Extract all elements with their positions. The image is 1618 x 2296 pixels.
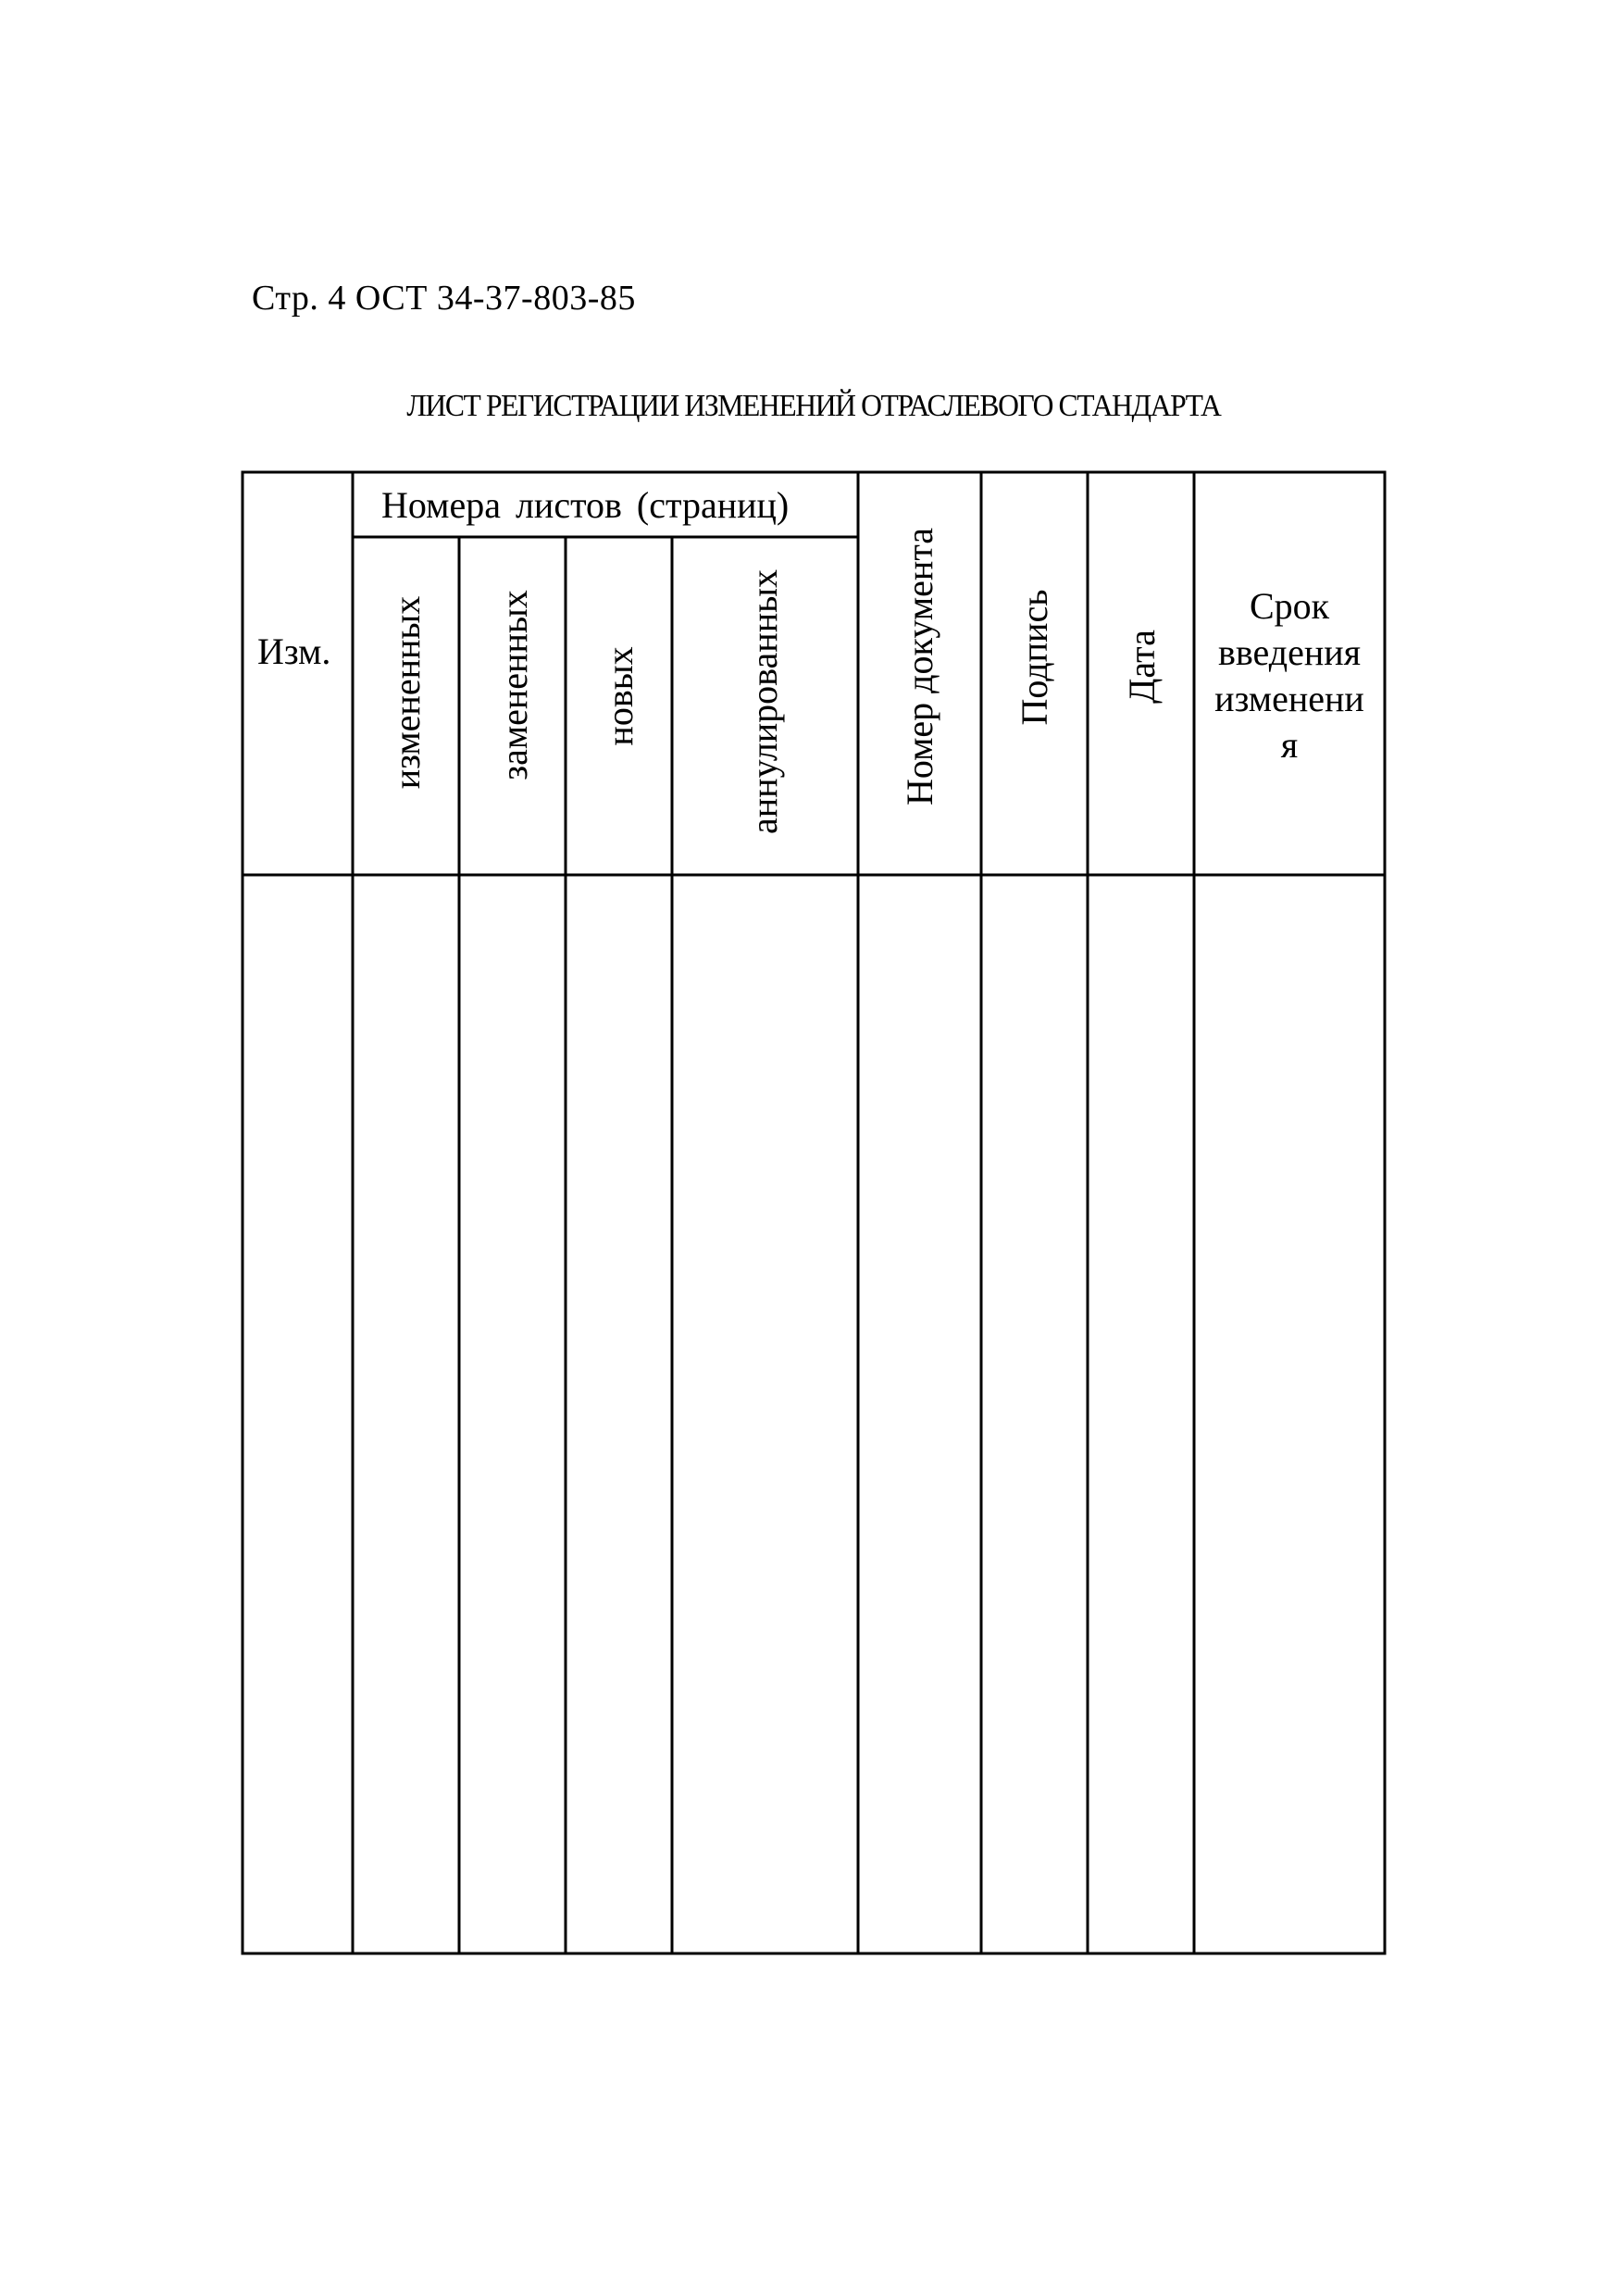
header-srok-line-2: введения [1217, 631, 1362, 673]
header-podpis: Подпись [1014, 589, 1055, 726]
header-srok-line-3: изменени [1214, 678, 1364, 719]
header-novyh: новых [599, 646, 641, 746]
header-srok-line-1: Срок [1249, 585, 1330, 627]
header-annulirovannyh: аннулированных [743, 569, 785, 834]
page-header: Стр. 4 ОСТ 34-37-803-85 [252, 279, 636, 318]
header-nomer-dokumenta: Номер документа [899, 527, 940, 806]
header-data: Дата [1121, 630, 1163, 704]
header-group-page-numbers: Номера листов (страниц) [381, 484, 790, 526]
header-izm: Изм. [257, 630, 331, 672]
header-izmenennyh: измененных [386, 595, 428, 790]
header-zamenennyh: замененных [493, 590, 535, 780]
header-srok-line-4: я [1280, 724, 1299, 766]
document-title: ЛИСТ РЕГИСТРАЦИИ ИЗМЕНЕНИЙ ОТРАСЛЕВОГО СТАНДАРТА [406, 389, 1221, 423]
header-srok-vvedeniya [1194, 583, 1385, 768]
